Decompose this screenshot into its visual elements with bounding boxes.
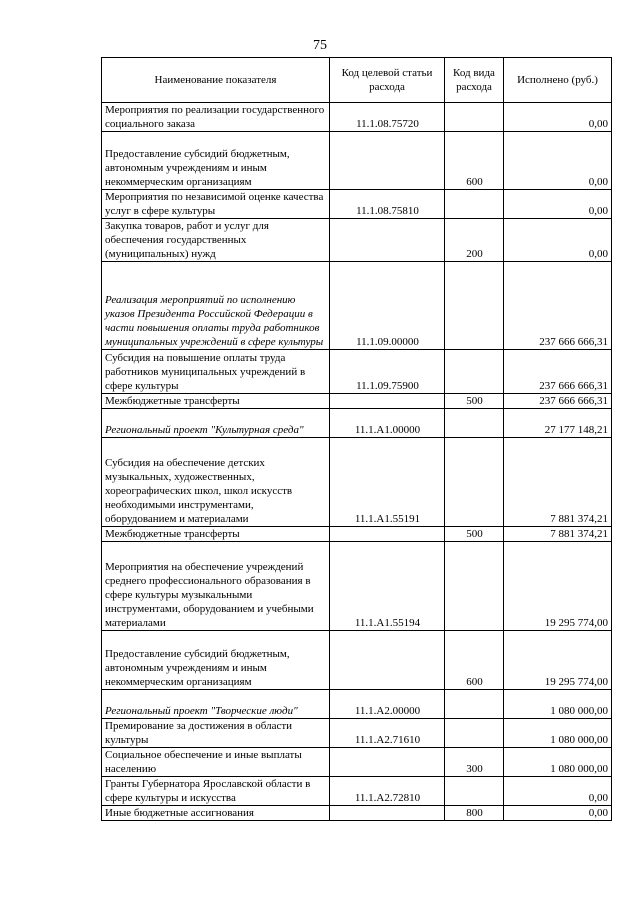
row-target-code: 11.1.09.75900 <box>330 350 445 394</box>
row-target-code <box>330 527 445 542</box>
row-executed-amount: 0,00 <box>504 190 612 219</box>
row-executed-amount: 0,00 <box>504 103 612 132</box>
table-header-row <box>102 58 612 103</box>
header-expense-kind: Код вида расхода <box>445 58 504 103</box>
row-executed-amount: 0,00 <box>504 219 612 262</box>
row-executed-amount: 7 881 374,21 <box>504 438 612 527</box>
row-expense-kind <box>445 438 504 527</box>
row-target-code <box>330 132 445 190</box>
row-expense-kind <box>445 190 504 219</box>
table-row <box>102 542 612 631</box>
row-expense-kind <box>445 350 504 394</box>
header-target-code: Код целевой статьи расхода <box>330 58 445 103</box>
expenditure-table <box>101 57 612 821</box>
row-expense-kind: 300 <box>445 748 504 777</box>
table-row <box>102 527 612 542</box>
row-name: Региональный проект "Культурная среда" <box>102 409 330 438</box>
table-row <box>102 631 612 690</box>
row-expense-kind <box>445 777 504 806</box>
row-name: Межбюджетные трансферты <box>102 527 330 542</box>
row-target-code: 11.1.А1.00000 <box>330 409 445 438</box>
row-expense-kind <box>445 719 504 748</box>
table-body <box>102 103 612 821</box>
table-row <box>102 219 612 262</box>
row-name: Реализация мероприятий по исполнению указов Президента Российской Федерации в части повышения оплаты труда работников муниципальных учреждений в сфере культуры <box>102 262 330 350</box>
table-row <box>102 409 612 438</box>
row-name: Мероприятия по реализации государственного социального заказа <box>102 103 330 132</box>
row-target-code <box>330 748 445 777</box>
row-name: Региональный проект "Творческие люди" <box>102 690 330 719</box>
row-expense-kind: 500 <box>445 394 504 409</box>
row-executed-amount: 27 177 148,21 <box>504 409 612 438</box>
row-executed-amount: 19 295 774,00 <box>504 542 612 631</box>
row-executed-amount: 1 080 000,00 <box>504 748 612 777</box>
row-name: Мероприятия на обеспечение учреждений среднего профессионального образования в сфере культуры музыкальными инструментами, оборудованием и учебными материалами <box>102 542 330 631</box>
table-row <box>102 806 612 821</box>
row-name: Премирование за достижения в области культуры <box>102 719 330 748</box>
row-executed-amount: 1 080 000,00 <box>504 719 612 748</box>
row-expense-kind <box>445 690 504 719</box>
row-executed-amount: 0,00 <box>504 777 612 806</box>
table-row <box>102 262 612 350</box>
row-expense-kind: 200 <box>445 219 504 262</box>
table-row <box>102 690 612 719</box>
row-target-code <box>330 631 445 690</box>
table-row <box>102 438 612 527</box>
row-target-code: 11.1.А2.72810 <box>330 777 445 806</box>
row-name: Гранты Губернатора Ярославской области в сфере культуры и искусства <box>102 777 330 806</box>
row-executed-amount: 237 666 666,31 <box>504 394 612 409</box>
row-executed-amount: 237 666 666,31 <box>504 350 612 394</box>
row-name: Иные бюджетные ассигнования <box>102 806 330 821</box>
header-executed: Исполнено (руб.) <box>504 58 612 103</box>
row-name: Предоставление субсидий бюджетным, автономным учреждениям и иным некоммерческим организациям <box>102 631 330 690</box>
table-row <box>102 394 612 409</box>
row-name: Закупка товаров, работ и услуг для обеспечения государственных (муниципальных) нужд <box>102 219 330 262</box>
table-row <box>102 719 612 748</box>
row-target-code: 11.1.08.75810 <box>330 190 445 219</box>
row-expense-kind: 600 <box>445 132 504 190</box>
row-expense-kind: 500 <box>445 527 504 542</box>
row-expense-kind: 600 <box>445 631 504 690</box>
row-name: Субсидия на обеспечение детских музыкальных, художественных, хореографических школ, школ искусств необходимыми инструментами, оборудованием и материалами <box>102 438 330 527</box>
row-executed-amount: 1 080 000,00 <box>504 690 612 719</box>
row-expense-kind <box>445 103 504 132</box>
row-expense-kind: 800 <box>445 806 504 821</box>
row-name: Предоставление субсидий бюджетным, автономным учреждениям и иным некоммерческим организациям <box>102 132 330 190</box>
row-name: Межбюджетные трансферты <box>102 394 330 409</box>
row-name: Социальное обеспечение и иные выплаты населению <box>102 748 330 777</box>
header-name: Наименование показателя <box>102 58 330 103</box>
row-target-code <box>330 394 445 409</box>
row-expense-kind <box>445 262 504 350</box>
row-executed-amount: 0,00 <box>504 132 612 190</box>
page-number: 75 <box>313 38 327 53</box>
row-executed-amount: 237 666 666,31 <box>504 262 612 350</box>
table-row <box>102 190 612 219</box>
row-name: Субсидия на повышение оплаты труда работников муниципальных учреждений в сфере культуры <box>102 350 330 394</box>
row-expense-kind <box>445 542 504 631</box>
table-row <box>102 350 612 394</box>
table-row <box>102 777 612 806</box>
row-target-code: 11.1.А2.00000 <box>330 690 445 719</box>
row-target-code: 11.1.08.75720 <box>330 103 445 132</box>
row-target-code: 11.1.09.00000 <box>330 262 445 350</box>
table-row <box>102 103 612 132</box>
row-executed-amount: 19 295 774,00 <box>504 631 612 690</box>
row-target-code <box>330 219 445 262</box>
row-target-code: 11.1.А2.71610 <box>330 719 445 748</box>
row-name: Мероприятия по независимой оценке качества услуг в сфере культуры <box>102 190 330 219</box>
row-expense-kind <box>445 409 504 438</box>
row-target-code: 11.1.А1.55194 <box>330 542 445 631</box>
row-target-code <box>330 806 445 821</box>
row-target-code: 11.1.А1.55191 <box>330 438 445 527</box>
row-executed-amount: 0,00 <box>504 806 612 821</box>
row-executed-amount: 7 881 374,21 <box>504 527 612 542</box>
table-row <box>102 748 612 777</box>
table-row <box>102 132 612 190</box>
